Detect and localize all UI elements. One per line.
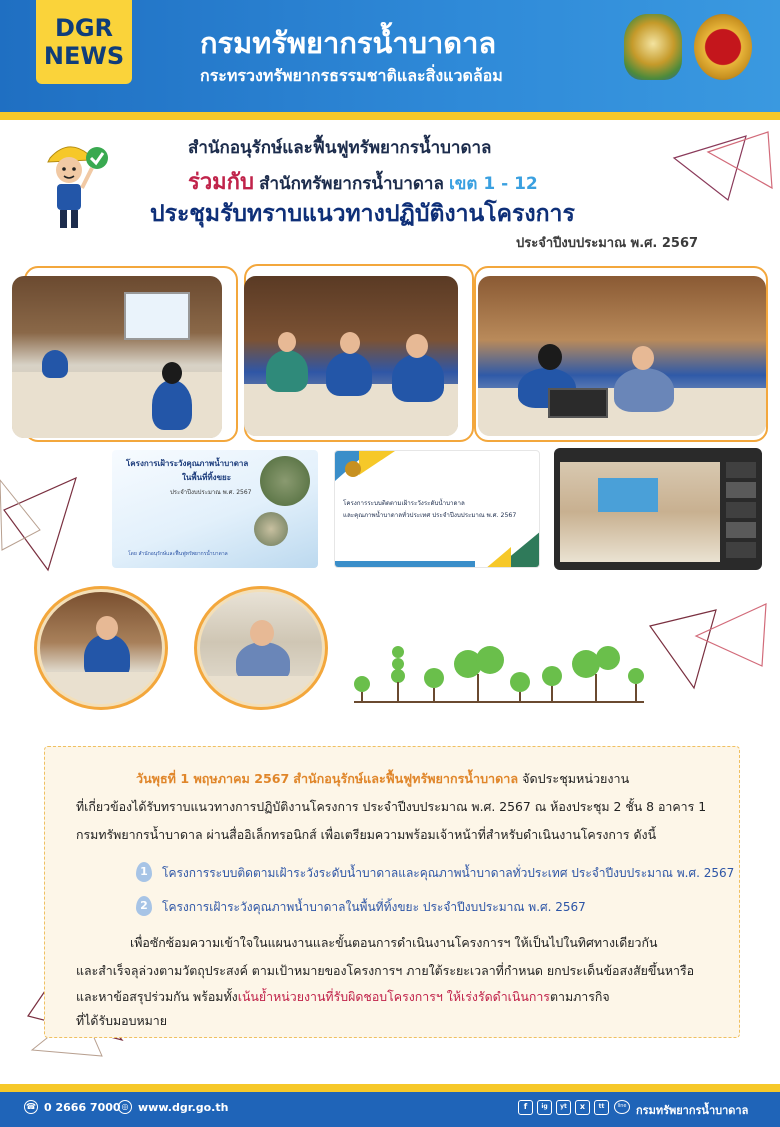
article-para2-line2: และสำเร็จลุล่วงตามวัตถุประสงค์ ตามเป้าหมายของโครงการฯ ภายใต้ระยะเวลาที่กำหนด ยกประเด็นข้อสงสัยขึ้นหารือ: [76, 963, 695, 978]
trees-illustration: [350, 624, 650, 708]
para2-line3-a: และหาข้อสรุปร่วมกัน พร้อมทั้ง: [76, 989, 238, 1004]
article-para2-line3: [76, 988, 610, 1006]
slide-groundwater-landfill: [112, 450, 318, 568]
decor-triangle-right: [646, 596, 776, 696]
zoom-tile: [726, 522, 756, 538]
lead-date: วันพุธที่ 1 พฤษภาคม 2567: [136, 771, 290, 786]
zoom-presentation: [598, 478, 658, 512]
attendee-face: [250, 620, 274, 646]
dgr-emblem-icon: [694, 14, 752, 80]
ministry-emblem-icon: [624, 14, 682, 80]
article-lead: [136, 770, 629, 788]
headline-org: สำนักทรัพยากรน้ำบาดาล: [259, 174, 444, 194]
headline-line2: [188, 164, 538, 199]
meeting-photo-3: [478, 276, 766, 436]
projector-screen: [124, 292, 190, 340]
dgr-news-badge: [36, 0, 132, 84]
headline-emph: ร่วมกับ: [188, 170, 254, 195]
para2-line3-c: ตามภารกิจ: [549, 989, 610, 1004]
attendee-face: [340, 332, 360, 354]
slide2-line2: และคุณภาพน้ำบาดาลทั่วประเทศ ประจำปีงบประมาณ พ.ศ. 2567: [343, 512, 517, 519]
headline-main: ประชุมรับทราบแนวทางปฏิบัติงานโครงการ: [150, 201, 575, 227]
decor-triangle-left: [0, 470, 90, 580]
decor-triangle-top-right: [668, 128, 778, 208]
attendee: [152, 380, 192, 430]
slide1-photo-circle: [260, 456, 310, 506]
attendee-face: [632, 346, 654, 370]
footer-org: กรมทรัพยากรน้ำบาดาล: [636, 1104, 749, 1117]
zoom-tile: [726, 482, 756, 498]
mascot-icon: [40, 136, 112, 232]
badge-line2: NEWS: [43, 42, 125, 70]
tiktok-icon[interactable]: tt: [594, 1100, 609, 1115]
slide1-year: ประจำปีงบประมาณ พ.ศ. 2567: [170, 489, 252, 496]
meeting-photo-2: [244, 276, 458, 436]
slide2-logo-icon: [345, 461, 361, 477]
slide1-photo-circle: [254, 512, 288, 546]
attendee: [392, 354, 444, 402]
attendee-face: [278, 332, 296, 352]
item-text-1: โครงการระบบติดตามเฝ้าระวังระดับน้ำบาดาลและคุณภาพน้ำบาดาลทั่วประเทศ ประจำปีงบประมาณ พ.ศ. 2567: [162, 866, 735, 880]
item-number-1: 1: [136, 862, 152, 882]
slide1-title-b: ในพื้นที่ทิ้งขยะ: [182, 473, 232, 482]
attendee-head: [538, 344, 562, 370]
facebook-icon[interactable]: f: [518, 1100, 533, 1115]
laptop: [548, 388, 608, 418]
attendee: [614, 368, 674, 412]
zoom-tile: [726, 542, 756, 558]
footer-website[interactable]: www.dgr.go.th: [138, 1101, 229, 1114]
attendee: [42, 350, 68, 378]
headline-line1: สำนักอนุรักษ์และฟื้นฟูทรัพยากรน้ำบาดาล: [188, 138, 492, 158]
desk: [40, 672, 162, 704]
attendee-face: [406, 334, 428, 358]
header-title: กรมทรัพยากรน้ำบาดาล: [200, 26, 497, 60]
slide1-footer: โดย สำนักอนุรักษ์และฟื้นฟูทรัพยากรน้ำบาดาล: [128, 551, 228, 557]
globe-icon: ◎: [118, 1100, 132, 1114]
attendee-head: [162, 362, 182, 384]
slide2-decor-shapes: [335, 451, 540, 568]
para2-line3-emph: เน้นย้ำหน่วยงานที่รับผิดชอบโครงการฯ ให้เร่งรัดดำเนินการ: [237, 989, 550, 1004]
article-para2-line1: เพื่อซักซ้อมความเข้าใจในแผนงานและขั้นตอนการดำเนินงานโครงการฯ ให้เป็นไปในทิศทางเดียวกัน: [130, 935, 658, 950]
attendee: [326, 352, 372, 396]
zoom-main-video: [560, 462, 720, 562]
desk: [200, 676, 322, 704]
slide-monitoring-system: [334, 450, 540, 568]
slide1-title-a: โครงการเฝ้าระวังคุณภาพน้ำบาดาล: [126, 459, 249, 468]
header-subtitle: กระทรวงทรัพยากรธรรมชาติและสิ่งแวดล้อม: [200, 66, 503, 85]
footer-stripe: [0, 1084, 780, 1092]
article-line3: กรมทรัพยากรน้ำบาดาล ผ่านสื่ออิเล็กทรอนิกส์ เพื่อเตรียมความพร้อมเจ้าหน้าที่สำหรับดำเนินงานโครงการ ดังนี้: [76, 827, 657, 842]
article-para2-line4: ที่ได้รับมอบหมาย: [76, 1013, 167, 1028]
meeting-photo-1: [12, 276, 222, 438]
footer-phone[interactable]: 0 2666 7000: [44, 1101, 121, 1114]
zoom-tile: [726, 502, 756, 518]
item-number-2: 2: [136, 896, 152, 916]
slide2-line1: โครงการระบบติดตามเฝ้าระวังระดับน้ำบาดาล: [343, 500, 465, 507]
headline-fiscal-year: ประจำปีงบประมาณ พ.ศ. 2567: [516, 236, 699, 251]
header-stripe: [0, 112, 780, 120]
item-text-2: โครงการเฝ้าระวังคุณภาพน้ำบาดาลในพื้นที่ทิ้งขยะ ประจำปีงบประมาณ พ.ศ. 2567: [162, 900, 586, 914]
circle-photo-2: [200, 592, 322, 704]
attendee-face: [96, 616, 118, 640]
line-icon[interactable]: line: [614, 1100, 630, 1114]
youtube-icon[interactable]: yt: [556, 1100, 571, 1115]
headline-zone: เขต 1 - 12: [448, 174, 538, 194]
zoom-meeting-screenshot: [554, 448, 762, 570]
instagram-icon[interactable]: ig: [537, 1100, 552, 1115]
x-icon[interactable]: x: [575, 1100, 590, 1115]
circle-photo-1: [40, 592, 162, 704]
article-line2: ที่เกี่ยวข้องได้รับทราบแนวทางการปฏิบัติงานโครงการ ประจำปีงบประมาณ พ.ศ. 2567 ณ ห้องประชุม 2 ชั้น 8 อาคาร 1: [76, 799, 707, 814]
phone-icon: ☎: [24, 1100, 38, 1114]
zoom-tile: [726, 462, 756, 478]
lead-org: สำนักอนุรักษ์และฟื้นฟูทรัพยากรน้ำบาดาล: [293, 771, 519, 786]
attendee: [266, 350, 308, 392]
badge-line1: DGR: [54, 14, 114, 42]
lead-rest: จัดประชุมหน่วยงาน: [518, 771, 630, 786]
